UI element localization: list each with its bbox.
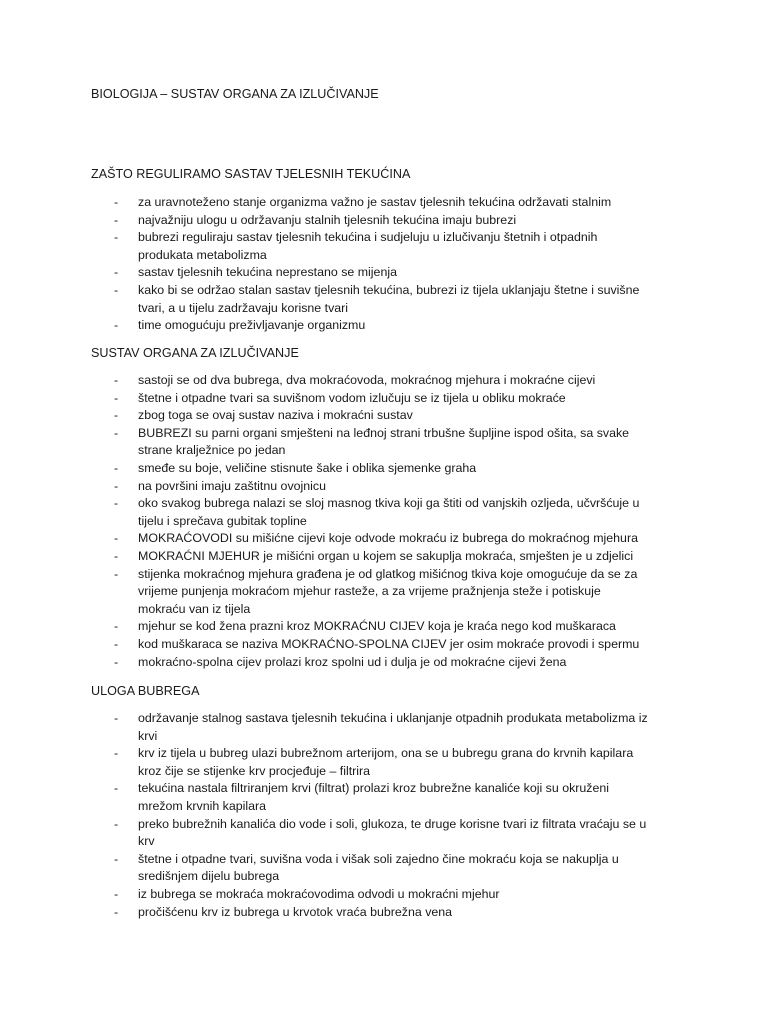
list-item: - MOKRAĆOVODI su mišićne cijevi koje odvode mokraću iz bubrega do mokraćnog mjehura [0,530,674,548]
list-item: - oko svakog bubrega nalazi se sloj masnog tkiva koji ga štiti od vanjskih ozljeda, učvršćuje u tijelu i sprečava gubitak topline [0,495,674,530]
list-item: - krv iz tijela u bubreg ulazi bubrežnom arterijom, ona se u bubregu grana do krvnih kapilara kroz čije se stijenke krv procjeđuje – filtrira [0,745,674,780]
list-item: - kako bi se održao stalan sastav tjelesnih tekućina, bubrezi iz tijela uklanjaju štetne i suvišne tvari, a u tijelu zadržavaju korisne tvari [0,282,674,317]
list-item: - za uravnoteženo stanje organizma važno je sastav tjelesnih tekućina održavati stalnim [0,194,674,212]
list-item: - tekućina nastala filtriranjem krvi (filtrat) prolazi kroz bubrežne kanaliće koji su okruženi mrežom krvnih kapilara [0,780,674,815]
list-item: - pročišćenu krv iz bubrega u krvotok vraća bubrežna vena [0,904,674,922]
document-title: BIOLOGIJA – SUSTAV ORGANA ZA IZLUČIVANJE [91,87,379,101]
list-item: - bubrezi reguliraju sastav tjelesnih tekućina i sudjeluju u izlučivanju štetnih i otpadnih produkata metabolizma [0,229,674,264]
section-heading-excretory-system: SUSTAV ORGANA ZA IZLUČIVANJE [91,346,299,360]
section-heading-kidney-role: ULOGA BUBREGA [91,684,200,698]
list-item: - mjehur se kod žena prazni kroz MOKRAĆNU CIJEV koja je kraća nego kod muškaraca [0,618,674,636]
list-item: - sastoji se od dva bubrega, dva mokraćovoda, mokraćnog mjehura i mokraćne cijevi [0,372,674,390]
list-item: - održavanje stalnog sastava tjelesnih tekućina i uklanjanje otpadnih produkata metabolizma iz krvi [0,710,674,745]
list-item: - najvažniju ulogu u održavanju stalnih tjelesnih tekućina imaju bubrezi [0,212,674,230]
list-item: - BUBREZI su parni organi smješteni na leđnoj strani trbušne šupljine ispod ošita, sa svake strane kralježnice po jedan [0,425,674,460]
list-item: - preko bubrežnih kanalića dio vode i soli, glukoza, te druge korisne tvari iz filtrata vraćaju se u krv [0,816,674,851]
list-item: - time omogućuju preživljavanje organizmu [0,317,674,335]
list-item: - mokraćno-spolna cijev prolazi kroz spolni ud i dulja je od mokraćne cijevi žena [0,654,674,672]
list-item: - MOKRAĆNI MJEHUR je mišićni organ u kojem se sakuplja mokraća, smješten je u zdjelici [0,548,674,566]
bullet-list-kidney-role [0,710,768,921]
bullet-list-excretory-system [0,372,768,671]
list-item: - kod muškaraca se naziva MOKRAĆNO-SPOLNA CIJEV jer osim mokraće provodi i spermu [0,636,674,654]
list-item: - na površini imaju zaštitnu ovojnicu [0,478,674,496]
list-item: - iz bubrega se mokraća mokraćovodima odvodi u mokraćni mjehur [0,886,674,904]
list-item: - stijenka mokraćnog mjehura građena je od glatkog mišićnog tkiva koje omogućuje da se za vrijeme punjenja mokraćom mjehur rasteže, a za vrijeme pražnjenja steže i potiskuje mokraću van iz tijela [0,566,674,619]
section-heading-regulation: ZAŠTO REGULIRAMO SASTAV TJELESNIH TEKUĆINA [91,167,411,181]
list-item: - smeđe su boje, veličine stisnute šake i oblika sjemenke graha [0,460,674,478]
list-item: - štetne i otpadne tvari sa suvišnom vodom izlučuju se iz tijela u obliku mokraće [0,390,674,408]
bullet-list-regulation [0,194,768,335]
list-item: - štetne i otpadne tvari, suvišna voda i višak soli zajedno čine mokraću koja se nakuplja u središnjem dijelu bubrega [0,851,674,886]
list-item: - zbog toga se ovaj sustav naziva i mokraćni sustav [0,407,674,425]
list-item: - sastav tjelesnih tekućina neprestano se mijenja [0,264,674,282]
